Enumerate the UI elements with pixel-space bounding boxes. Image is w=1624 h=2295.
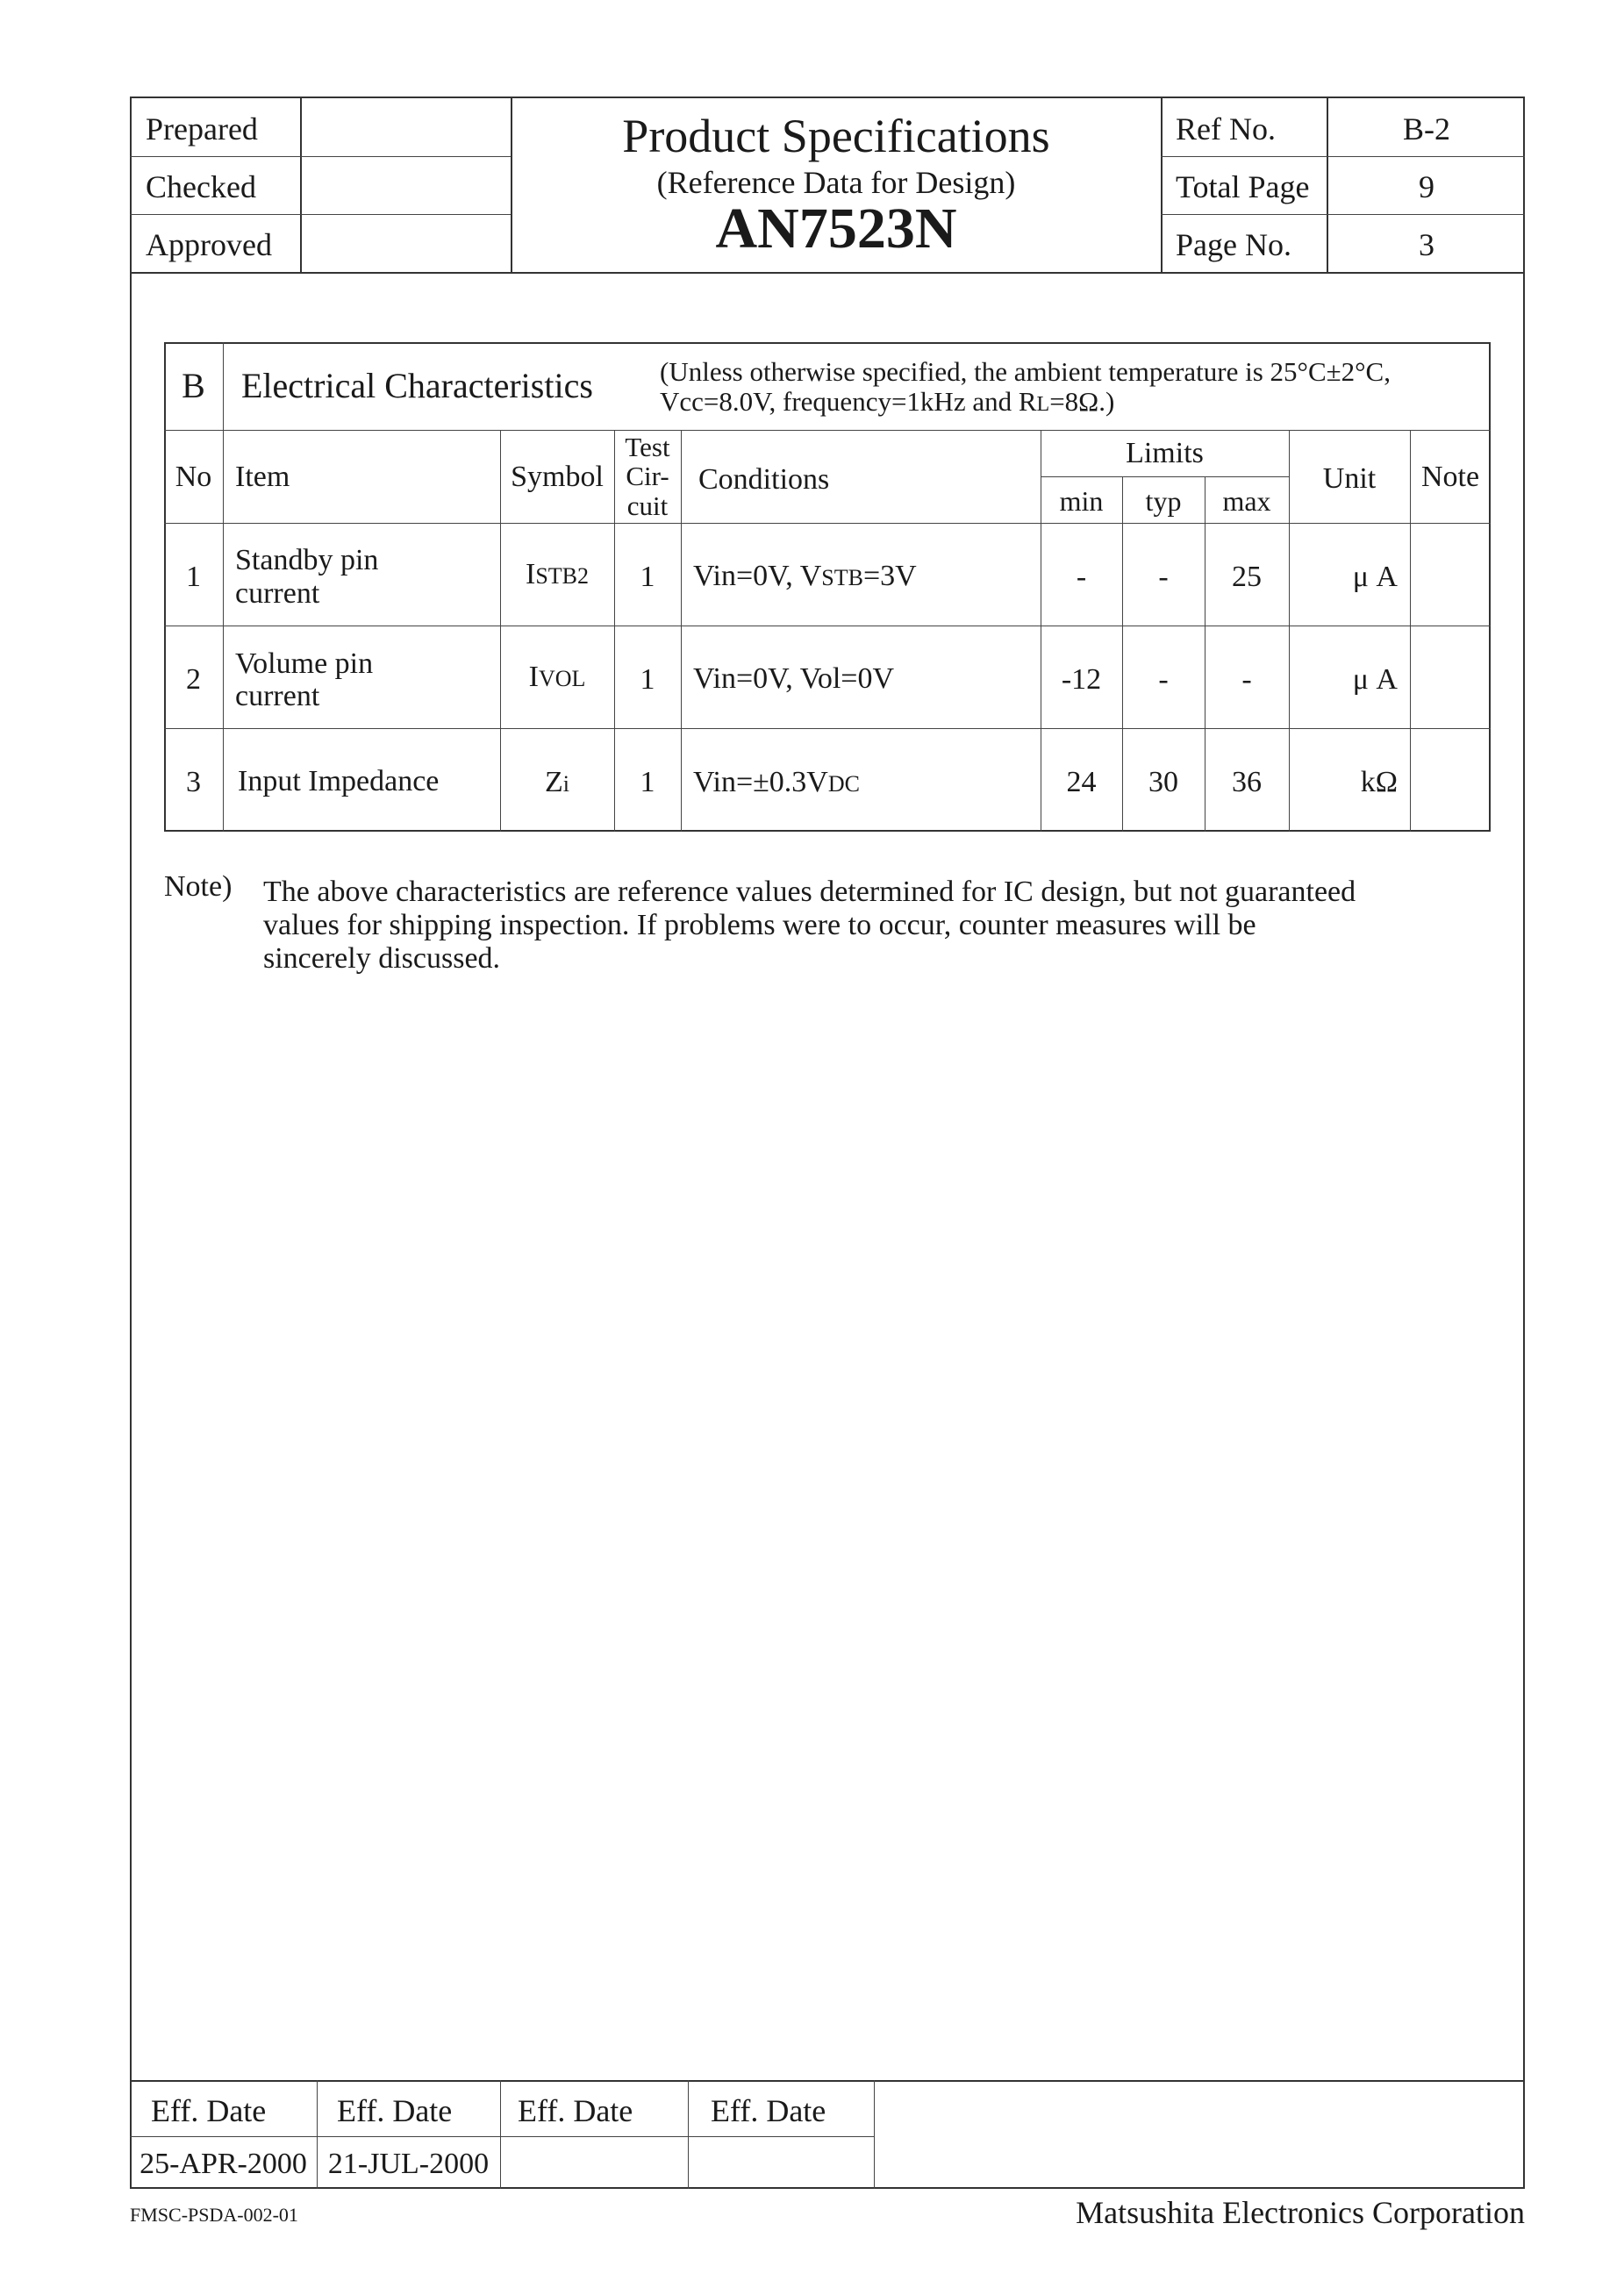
form-code: FMSC-PSDA-002-01 xyxy=(130,2204,298,2226)
header-conditions: Conditions xyxy=(698,463,830,496)
row1-symbol: ISTB2 xyxy=(525,558,589,590)
row3-min: 24 xyxy=(1066,766,1097,798)
row1-typ: - xyxy=(1158,561,1169,593)
header-no: No xyxy=(175,461,212,493)
row3-conditions: Vin=±0.3VDC xyxy=(693,766,860,798)
table-rule xyxy=(223,430,224,832)
page-no-value: 3 xyxy=(1419,227,1434,262)
section-title: Electrical Characteristics xyxy=(241,366,593,405)
eff-date-label-4: Eff. Date xyxy=(711,2093,826,2128)
company-name: Matsushita Electronics Corporation xyxy=(1076,2195,1525,2230)
header-unit: Unit xyxy=(1322,462,1377,495)
eff-date-label-3: Eff. Date xyxy=(518,2093,633,2128)
header-symbol: Symbol xyxy=(511,461,604,493)
page-title: Product Specifications xyxy=(622,110,1050,162)
row2-unit: μ A xyxy=(1352,663,1398,696)
eff-date-value-1: 25-APR-2000 xyxy=(140,2148,307,2180)
prepared-label: Prepared xyxy=(146,111,258,147)
row2-conditions: Vin=0V, Vol=0V xyxy=(693,662,895,695)
row2-no: 2 xyxy=(186,663,201,696)
eff-date-value-2: 21-JUL-2000 xyxy=(327,2148,490,2180)
header-typ: typ xyxy=(1145,485,1182,517)
part-number: AN7523N xyxy=(715,197,957,261)
row3-item-line1: Input Impedance xyxy=(238,765,440,797)
header-divider xyxy=(300,97,302,272)
header-item: Item xyxy=(235,461,290,493)
row2-typ: - xyxy=(1158,663,1169,696)
row1-max: 25 xyxy=(1232,561,1262,593)
eff-date-label-2: Eff. Date xyxy=(337,2093,453,2128)
checked-label: Checked xyxy=(146,169,256,204)
row1-unit: μ A xyxy=(1352,561,1398,593)
eff-date-label-1: Eff. Date xyxy=(151,2093,267,2128)
row1-item-line2: current xyxy=(235,577,320,610)
footer-divider xyxy=(688,2080,689,2189)
row2-item-line2: current xyxy=(235,680,320,712)
approved-label: Approved xyxy=(146,227,272,262)
row1-test: 1 xyxy=(640,561,655,593)
page-subtitle: (Reference Data for Design) xyxy=(656,165,1016,200)
row3-max: 36 xyxy=(1232,766,1262,798)
header-bottom-rule xyxy=(130,272,1525,274)
note-line2: values for shipping inspection. If problems were to occur, counter measures will be xyxy=(263,909,1256,941)
header-row-rule xyxy=(1161,214,1525,215)
page-no-label: Page No. xyxy=(1176,227,1291,262)
header-max: max xyxy=(1222,485,1271,517)
row2-max: - xyxy=(1241,663,1252,696)
footer-divider xyxy=(874,2080,875,2189)
header-row-rule xyxy=(1161,156,1525,157)
table-rule xyxy=(164,523,1491,524)
header-test-line1: Test xyxy=(625,432,670,462)
table-rule xyxy=(164,728,1491,729)
header-min: min xyxy=(1059,485,1104,517)
footer-row-rule xyxy=(130,2136,874,2137)
row1-no: 1 xyxy=(186,561,201,593)
table-rule xyxy=(681,430,682,832)
header-row-rule xyxy=(130,156,511,157)
header-divider xyxy=(1161,97,1163,272)
note-line3: sincerely discussed. xyxy=(263,942,501,975)
row2-symbol: IVOL xyxy=(528,661,586,693)
header-test-line2: Cir- xyxy=(626,461,669,491)
section-condition-line1: (Unless otherwise specified, the ambient temperature is 25°C±2°C, xyxy=(660,356,1391,387)
row1-item-line1: Standby pin xyxy=(235,544,379,576)
table-rule xyxy=(164,430,1491,431)
row3-test: 1 xyxy=(640,766,655,798)
row3-symbol: Zi xyxy=(544,766,569,798)
header-limits: Limits xyxy=(1126,437,1204,469)
ref-no-value: B-2 xyxy=(1403,111,1450,147)
table-rule xyxy=(1041,476,1289,477)
row3-typ: 30 xyxy=(1148,766,1178,798)
header-test-line3: cuit xyxy=(626,490,669,521)
footer-top-rule xyxy=(130,2080,1525,2082)
total-page-value: 9 xyxy=(1419,169,1434,204)
row1-conditions: Vin=0V, VSTB=3V xyxy=(693,560,917,592)
section-letter: B xyxy=(182,366,205,405)
row2-test: 1 xyxy=(640,663,655,696)
ref-no-label: Ref No. xyxy=(1176,111,1276,147)
header-note: Note xyxy=(1420,461,1480,493)
total-page-label: Total Page xyxy=(1176,169,1310,204)
row2-min: -12 xyxy=(1061,663,1102,696)
row3-no: 3 xyxy=(186,766,201,798)
section-condition-line2: Vcc=8.0V, frequency=1kHz and RL=8Ω.) xyxy=(660,386,1115,417)
header-row-rule xyxy=(130,214,511,215)
note-label: Note) xyxy=(164,870,233,903)
row1-min: - xyxy=(1076,561,1087,593)
row3-unit: kΩ xyxy=(1360,766,1398,798)
note-line1: The above characteristics are reference values determined for IC design, but not guaranteed xyxy=(263,876,1356,908)
row2-item-line1: Volume pin xyxy=(235,647,374,680)
table-rule xyxy=(223,342,224,430)
footer-divider xyxy=(500,2080,501,2189)
